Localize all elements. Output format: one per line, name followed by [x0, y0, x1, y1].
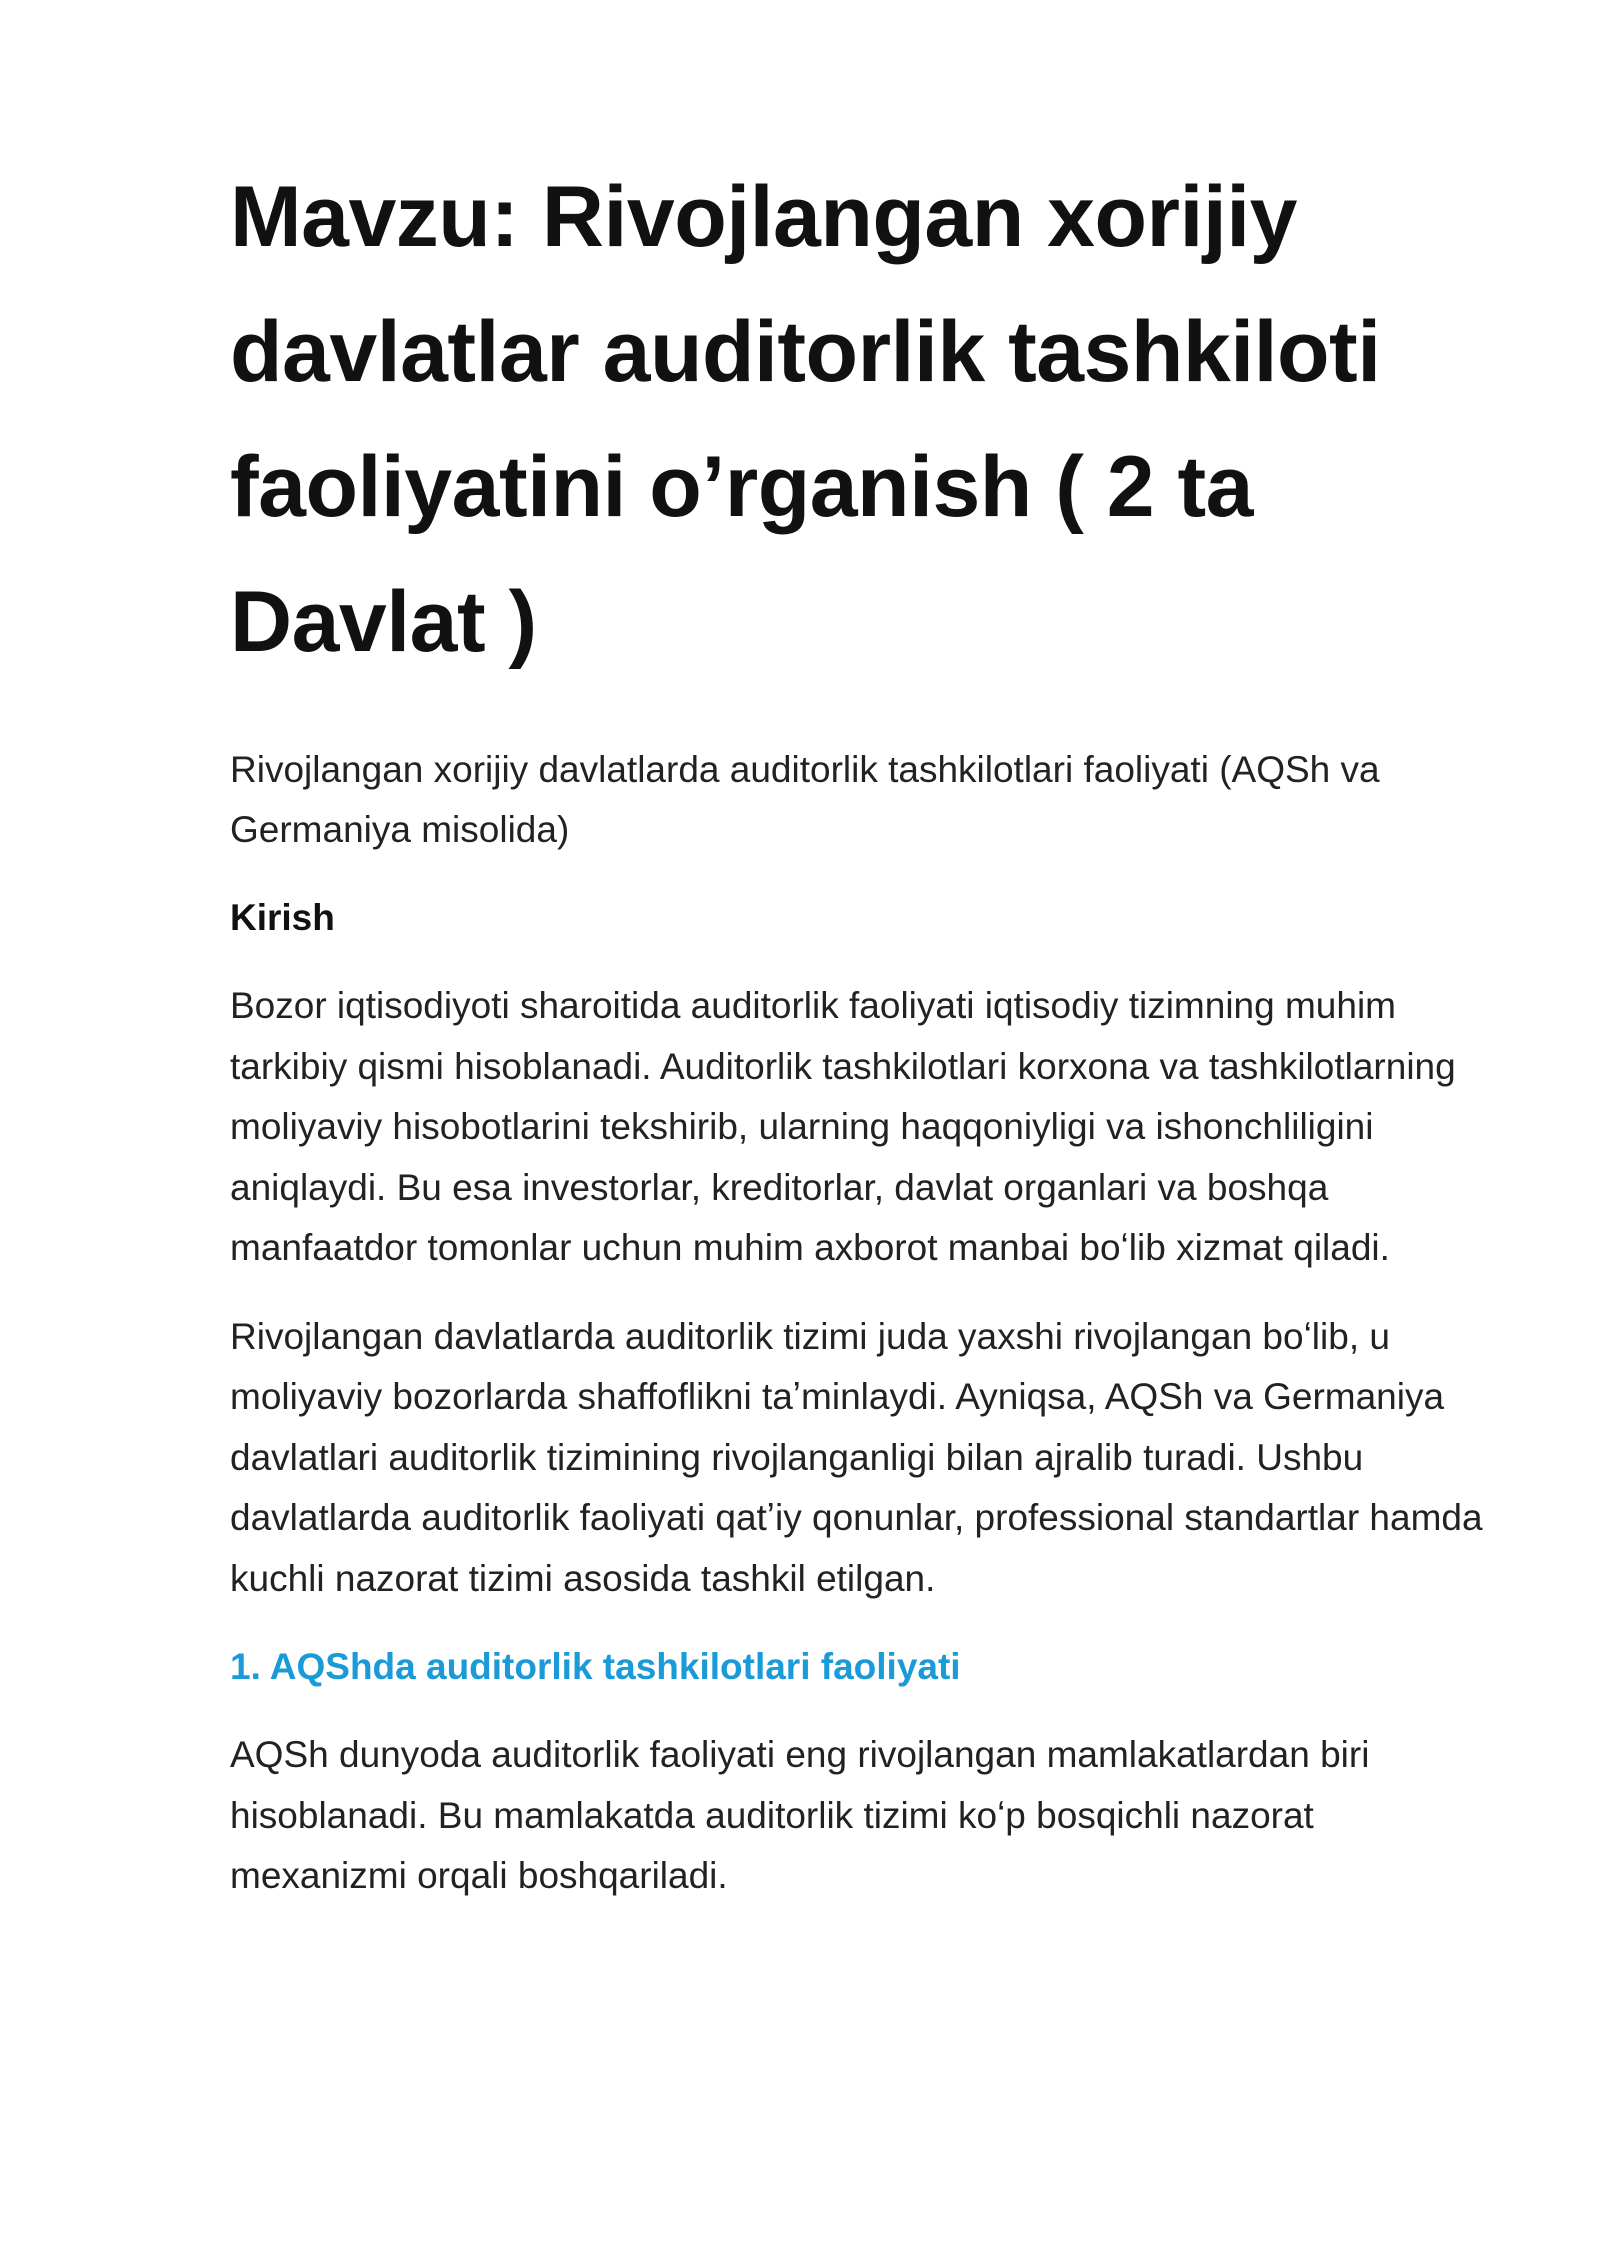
paragraph-2: Rivojlangan davlatlarda auditorlik tizimi juda yaxshi rivojlangan boʻlib, u moliyaviy bozorlarda shaffoflikni taʼminlaydi. Ayniqsa, AQSh va Germaniya davlatlari auditorlik tizimining rivojlanganligi bilan ajralib turadi. Ushbu davlatlarda auditorlik faoliyati qatʼiy qonunlar, professional standartlar hamda kuchli nazorat tizimi asosida tashkil etilgan.	[230, 1315, 1483, 1599]
document-page	[230, 150, 1490, 1907]
section-intro-label: Kirish	[230, 897, 335, 938]
document-title: Mavzu: Rivojlangan xorijiy davlatlar auditorlik tashkiloti faoliyatini o’rganish ( 2 ta Davlat )	[230, 169, 1381, 670]
document-subtitle: Rivojlangan xorijiy davlatlarda auditorlik tashkilotlari faoliyati (AQSh va Germaniya misolida)	[230, 749, 1380, 850]
paragraph-1: Bozor iqtisodiyoti sharoitida auditorlik faoliyati iqtisodiy tizimning muhim tarkibiy qismi hisoblanadi. Auditorlik tashkilotlari korxona va tashkilotlarning moliyaviy hisobotlarini tekshirib, ularning haqqoniyligi va ishonchliligini aniqlaydi. Bu esa investorlar, kreditorlar, davlat organlari va boshqa manfaatdor tomonlar uchun muhim axborot manbai boʻlib xizmat qiladi.	[230, 985, 1456, 1268]
section-heading-usa: 1. AQShda auditorlik tashkilotlari faoliyati	[230, 1646, 961, 1687]
paragraph-3: AQSh dunyoda auditorlik faoliyati eng rivojlangan mamlakatlardan biri hisoblanadi. Bu mamlakatda auditorlik tizimi koʻp bosqichli nazorat mexanizmi orqali boshqariladi.	[230, 1734, 1370, 1896]
